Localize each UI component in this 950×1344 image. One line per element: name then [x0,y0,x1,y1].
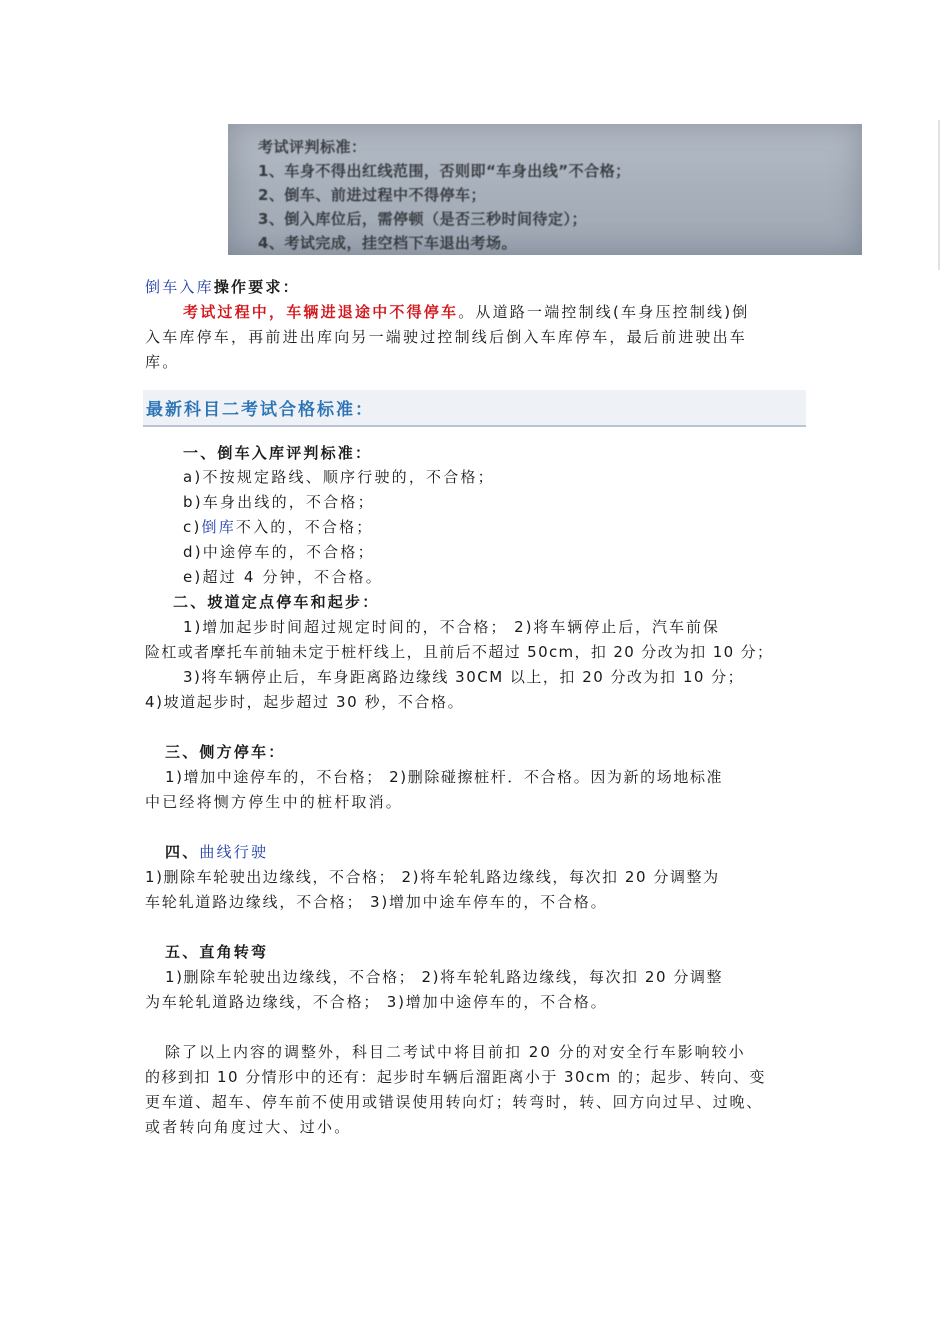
intro-line-2: 入车库停车，再前进出库向另一端驶过控制线后倒入车库停车，最后前进驶出车 [145,328,748,346]
curve-driving-link[interactable]: 曲线行驶 [199,843,269,861]
reverse-parking-link[interactable]: 倒车入库 [145,278,214,296]
intro-line-3: 库。 [145,353,180,371]
photo-line-1: 1、车身不得出红线范围，否则即“车身出线”不合格； [258,162,631,180]
reverse-garage-link[interactable]: 倒库 [201,518,236,536]
photo-line-title: 考试评判标准： [258,138,367,156]
closing-line-2: 的移到扣 10 分情形中的还有：起步时车辆后溜距离小于 30cm 的；起步、转向、变 [145,1068,767,1086]
intro-heading-text: 操作要求： [213,278,300,296]
s1-item-d: d)中途停车的，不合格； [183,543,375,561]
s1-item-c [183,517,374,537]
exam-criteria-photo [228,124,862,255]
intro-heading [145,277,300,297]
photo-line-2: 2、倒车、前进过程中不得停车； [258,186,486,204]
s2-heading: 二、坡道定点停车和起步： [173,593,380,611]
closing-line-1: 除了以上内容的调整外，科目二考试中将目前扣 20 分的对安全行车影响较小 [165,1043,746,1061]
s5-heading: 五、直角转弯 [165,943,269,961]
s5-line-2: 为车轮轧道路边缘线，不合格； 3)增加中途停车的，不合格。 [145,993,608,1011]
s1-item-c-prefix: c) [183,518,202,536]
s3-line-2: 中已经将恻方停生中的桩杆取消。 [145,793,404,811]
s1-item-c-text: 不入的，不合格； [235,518,374,536]
s2-line-2: 险杠或者摩托车前轴未定于桩杆线上，且前后不超过 50cm，扣 20 分改为扣 10 分； [145,643,774,661]
s2-line-4: 4)坡道起步时，起步超过 30 秒，不合格。 [145,693,465,711]
s2-line-3: 3)将车辆停止后，车身距离路边缘线 30CM 以上，扣 20 分改为扣 10 分； [183,668,745,686]
s4-line-2: 车轮轧道路边缘线，不合格； 3)增加中途车停车的，不合格。 [145,893,608,911]
intro-line-1 [183,302,750,322]
page-edge-mark [938,120,940,270]
s1-item-b: b)车身出线的，不合格； [183,493,375,511]
s1-item-a: a)不按规定路线、顺序行驶的，不合格； [183,468,495,486]
s4-heading-prefix: 四、 [165,843,200,861]
section-header-bar [143,390,806,427]
photo-line-3: 3、倒入库位后，需停顿（是否三秒时间待定）； [258,210,587,228]
photo-line-4: 4、考试完成，挂空档下车退出考场。 [258,234,517,252]
section-title: 最新科目二考试合格标准： [146,400,374,420]
s2-line-1: 1)增加起步时间超过规定时间的，不合格； 2)将车辆停止后，汽车前保 [183,618,720,636]
s5-line-1: 1)删除车轮驶出边缘线，不合格； 2)将车轮轧路边缘线，每次扣 20 分调整 [165,968,724,986]
no-stop-warning: 考试过程中，车辆进退途中不得停车 [183,303,459,321]
intro-line-1-text: 。从道路一端控制线(车身压控制线)倒 [458,303,750,321]
s4-heading [165,842,268,862]
s4-line-1: 1)删除车轮驶出边缘线，不合格； 2)将车轮轧路边缘线，每次扣 20 分调整为 [145,868,720,886]
s1-heading: 一、倒车入库评判标准： [183,444,373,462]
s1-item-e: e)超过 4 分钟，不合格。 [183,568,383,586]
s3-heading: 三、侧方停车： [165,743,286,761]
s3-line-1: 1)增加中途停车的，不台格； 2)删除碰擦桩杆．不合格。因为新的场地标准 [165,768,724,786]
closing-line-3: 更车道、超车、停车前不使用或错误使用转向灯；转弯时，转、回方向过早、过晚、 [145,1093,763,1111]
closing-line-4: 或者转向角度过大、过小。 [145,1118,352,1136]
